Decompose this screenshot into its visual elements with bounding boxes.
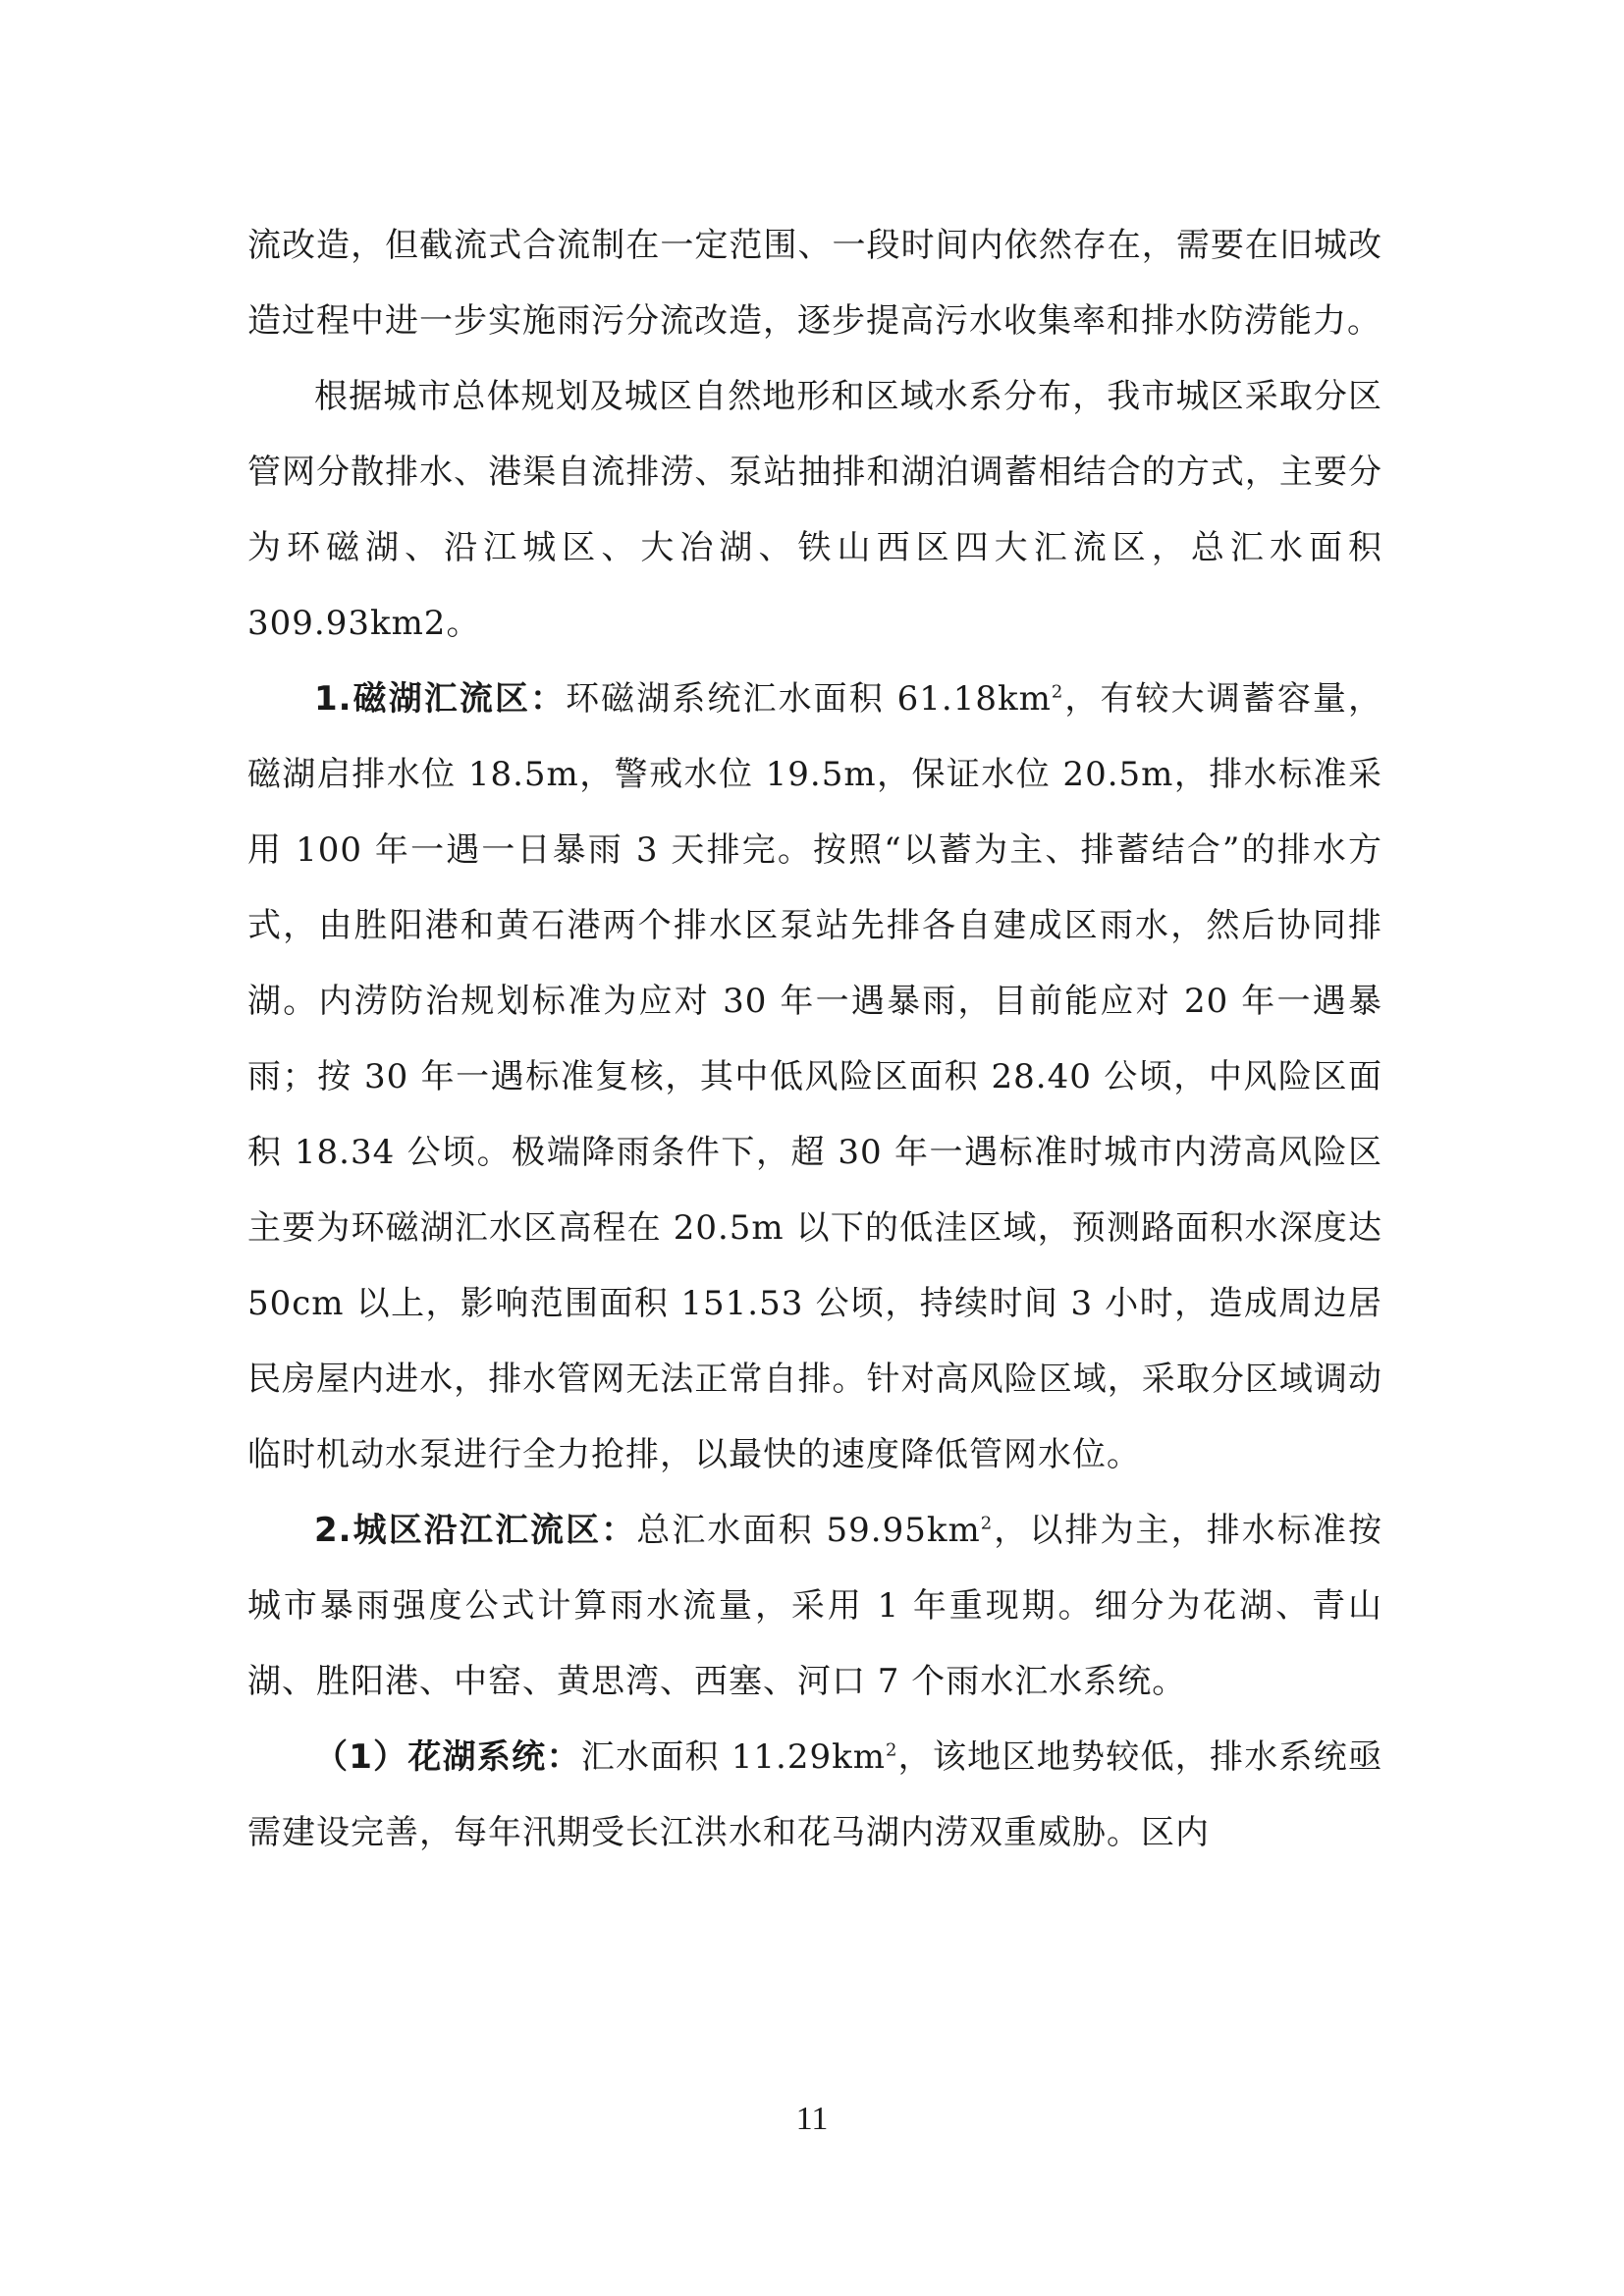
section-heading-cihu: 1.磁湖汇流区： (314, 679, 567, 719)
riverside-text-a: 总汇水面积 59.95km (636, 1511, 981, 1550)
section-heading-riverside: 2.城区沿江汇流区： (314, 1511, 637, 1550)
section-heading-huahu: （1）花湖系统： (314, 1737, 581, 1777)
paragraph-drainage-overview: 根据城市总体规划及城区自然地形和区域水系分布，我市城区采取分区管网分散排水、港渠自流排涝、泵站抽排和湖泊调蓄相结合的方式，主要分为环磁湖、沿江城区、大冶湖、铁山西区四大汇流区，总汇水面积 309.93km2。 (247, 377, 1382, 643)
paragraph-huahu-system (247, 1720, 1382, 1871)
cihu-text-a: 环磁湖系统汇水面积 61.18km (566, 679, 1052, 719)
huahu-text-a: 汇水面积 11.29km (580, 1737, 886, 1777)
riverside-superscript: 2 (980, 1513, 994, 1534)
huahu-superscript: 2 (885, 1739, 898, 1761)
page-number: 11 (795, 2101, 829, 2137)
cihu-superscript: 2 (1051, 681, 1064, 703)
huahu-text-b: ，该地区地势较低，排水系统亟需建设完善，每年汛期受长江洪水和花马湖内涝双重威胁。区内 (247, 1737, 1382, 1852)
paragraph-riverside-catchment (247, 1493, 1382, 1720)
paragraph-cihu-catchment (247, 662, 1382, 1493)
cihu-text-b: ，有较大调蓄容量，磁湖启排水位 18.5m，警戒水位 19.5m，保证水位 20.5m，排水标准采用 100 年一遇一日暴雨 3 天排完。按照“以蓄为主、排蓄结合”的排水方式，由胜阳港和黄石港两个排水区泵站先排各自建成区雨水，然后协同排湖。内涝防治规划标准为应对 30 年一遇暴雨，目前能应对 20 年一遇暴雨；按 30 年一遇标准复核，其中低风险区面积 28.40 公顷，中风险区面积 18.34 公顷。极端降雨条件下，超 30 年一遇标准时城市内涝高风险区主要为环磁湖汇水区高程在 20.5m 以下的低洼区域，预测路面积水深度达 50cm 以上，影响范围面积 151.53 公顷，持续时间 3 小时，造成周边居民房屋内进水，排水管网无法正常自排。针对高风险区域，采取分区域调动临时机动水泵进行全力抢排，以最快的速度降低管网水位。 (247, 679, 1382, 1474)
riverside-text-b: ，以排为主，排水标准按城市暴雨强度公式计算雨水流量，采用 1 年重现期。细分为花湖、青山湖、胜阳港、中窑、黄思湾、西塞、河口 7 个雨水汇水系统。 (247, 1511, 1383, 1701)
paragraph-continuation: 流改造，但截流式合流制在一定范围、一段时间内依然存在，需要在旧城改造过程中进一步实施雨污分流改造，逐步提高污水收集率和排水防涝能力。 (247, 226, 1382, 341)
document-body (247, 208, 1382, 1871)
